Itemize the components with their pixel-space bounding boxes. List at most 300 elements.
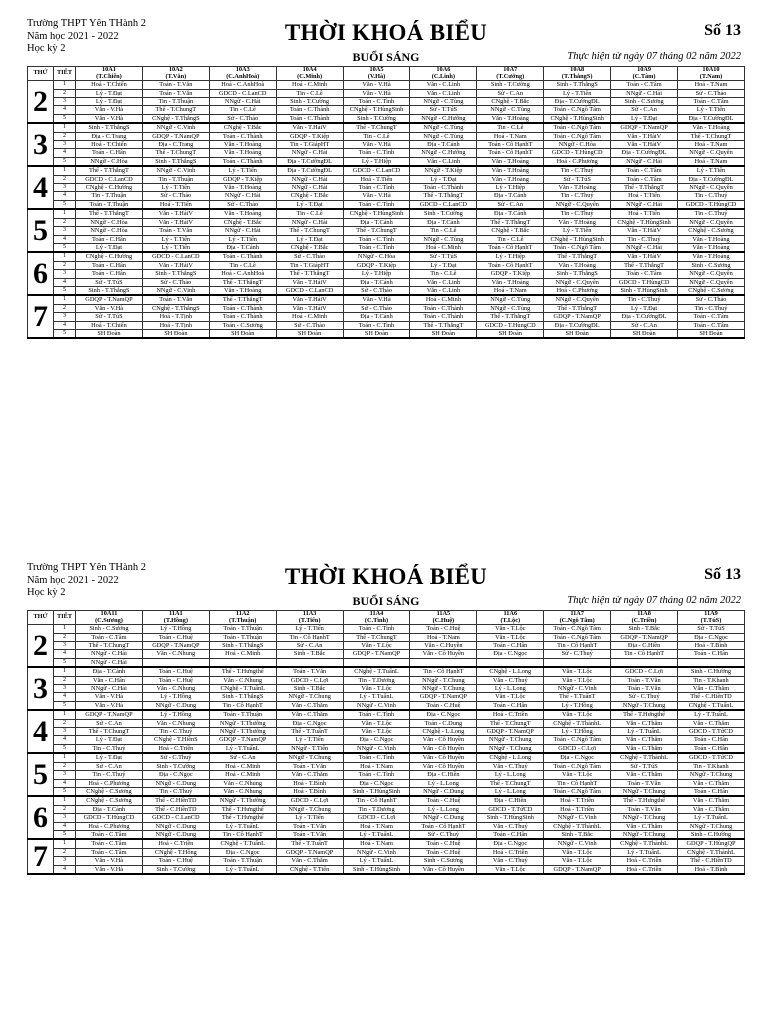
lesson-cell: Thể - T.ChungT xyxy=(76,728,143,736)
lesson-cell: Lý - T.Hồng xyxy=(142,710,209,719)
lesson-cell: Tin - C.Thuý xyxy=(142,728,209,736)
lesson-cell: Sinh - C.Sương xyxy=(611,98,678,106)
lesson-cell: Tin - C.Thuý xyxy=(611,295,678,304)
period-number: 3 xyxy=(54,685,76,693)
lesson-cell: Toán - C.Ngô Tâm xyxy=(544,736,611,744)
lesson-cell: NNgữ - T.Thường xyxy=(209,796,276,805)
lesson-cell: CNghệ - T.Tiến xyxy=(276,865,343,874)
lesson-cell: NNgữ - C.Quyên xyxy=(678,184,745,192)
lesson-cell: Toán - C.Tình xyxy=(343,235,410,243)
period-number: 3 xyxy=(54,642,76,650)
lesson-cell: Tin - Cô HạnhT xyxy=(276,633,343,641)
lesson-cell: Thể - T.ChungT xyxy=(477,779,544,787)
lesson-cell: Thể - T.ThắngT xyxy=(544,304,611,312)
class-name: 11A9 xyxy=(704,610,718,617)
class-teacher: (C.Minh) xyxy=(297,72,323,80)
lesson-cell: Toán - C.Tâm xyxy=(611,81,678,89)
lesson-cell: Văn - C.Linh xyxy=(410,286,477,295)
lesson-cell: Sử - C.An xyxy=(477,89,544,97)
lesson-cell: Sinh - T.HùngSinh xyxy=(343,787,410,796)
lesson-cell: CNghệ - T.TuấnL xyxy=(343,667,410,676)
lesson-cell: Lý - T.Đạt xyxy=(611,114,678,123)
lesson-cell: Sinh - T.Bắc xyxy=(276,650,343,658)
lesson-cell: Tin - C.Lê xyxy=(477,235,544,243)
lesson-cell: Địa - T.Cảnh xyxy=(76,667,143,676)
lesson-cell: Văn - C.Thăm xyxy=(678,719,745,727)
lesson-cell: Văn - T.Hoàng xyxy=(678,235,745,243)
lesson-cell xyxy=(343,658,410,667)
lesson-cell: Hoá - T.Bình xyxy=(678,865,745,874)
effective-date: Thực hiện từ ngày 07 tháng 02 năm 2022 xyxy=(567,595,741,606)
lesson-cell: NNgữ - C.Hải xyxy=(611,200,678,209)
lesson-cell: Lý - T.Đạt xyxy=(611,304,678,312)
period-number: 1 xyxy=(54,839,76,848)
table-row xyxy=(28,822,745,830)
lesson-cell: Toán - C.Hân xyxy=(76,261,143,269)
lesson-cell: Địa - C.Hiền xyxy=(477,796,544,805)
period-number: 3 xyxy=(54,227,76,235)
lesson-cell: Địa - C.Ngọc xyxy=(477,650,544,658)
lesson-cell: Hoá - T.Nam xyxy=(343,762,410,770)
lesson-cell: Thể - T.ThắngT xyxy=(410,321,477,329)
period-number: 2 xyxy=(54,132,76,140)
lesson-cell: Văn - V.Hà xyxy=(343,192,410,200)
lesson-cell: NNgữ - C.Vinh xyxy=(142,123,209,132)
lesson-cell: CNghệ - C.Hường xyxy=(76,184,143,192)
lesson-cell: GDQP - T.NamQP xyxy=(410,693,477,701)
class-header xyxy=(142,611,209,625)
table-row xyxy=(28,693,745,701)
period-number: 4 xyxy=(54,235,76,243)
lesson-cell: NNgữ - T.Chung xyxy=(477,736,544,744)
lesson-cell: Tin - C.Lê xyxy=(410,227,477,235)
lesson-cell: Sinh - T.Cường xyxy=(477,81,544,89)
lesson-cell: GDQP - T.NamQP xyxy=(276,848,343,856)
lesson-cell: Tin - Cô HạnhT xyxy=(611,650,678,658)
lesson-cell: Sử - T.TúS xyxy=(611,762,678,770)
period-number: 1 xyxy=(54,667,76,676)
semester: Học kỳ 2 xyxy=(27,43,66,54)
lesson-cell: Hoá - C.Triền xyxy=(611,857,678,865)
lesson-cell: Tin - C.Lê xyxy=(343,132,410,140)
document-number: Số 13 xyxy=(704,566,741,583)
period-number: 1 xyxy=(54,123,76,132)
lesson-cell: Toán - C.Thành xyxy=(209,252,276,261)
lesson-cell: Hoá - T.Tiến xyxy=(343,175,410,183)
lesson-cell: Văn - C.Thuý xyxy=(477,857,544,865)
period-number: 2 xyxy=(54,261,76,269)
lesson-cell: Toán - T.Văn xyxy=(611,805,678,813)
period-number: 3 xyxy=(54,141,76,149)
period-number: 4 xyxy=(54,149,76,157)
day-label: 4 xyxy=(28,710,54,753)
table-row xyxy=(28,787,745,796)
lesson-cell: NNgữ - C.Hường xyxy=(410,149,477,157)
period-number: 5 xyxy=(54,658,76,667)
lesson-cell: Lý - T.Đạt xyxy=(76,243,143,252)
table-row xyxy=(28,814,745,822)
lesson-cell: Lý - T.Đạt xyxy=(76,736,143,744)
lesson-cell: NNgữ - C.Quyên xyxy=(678,278,745,286)
class-teacher: (V.Hà) xyxy=(367,72,386,80)
lesson-cell: Thể - T.ThắngT xyxy=(209,278,276,286)
lesson-cell: Lý - T.TuấnL xyxy=(611,848,678,856)
class-header xyxy=(276,611,343,625)
lesson-cell: Văn - T.HảiV xyxy=(276,295,343,304)
lesson-cell: Tin - T.Thuận xyxy=(76,192,143,200)
table-row xyxy=(28,278,745,286)
lesson-cell: Toán - C.Ngô Tâm xyxy=(544,633,611,641)
table-row xyxy=(28,235,745,243)
table-row xyxy=(28,157,745,166)
lesson-cell: Toán - C.Hân xyxy=(678,787,745,796)
lesson-cell: SH Đoàn xyxy=(76,329,143,338)
lesson-cell: Văn - T.Lộc xyxy=(343,728,410,736)
class-header xyxy=(76,67,143,81)
table-row xyxy=(28,736,745,744)
lesson-cell: Địa - T.CườngĐL xyxy=(678,114,745,123)
lesson-cell: CNghệ - T.Bắc xyxy=(477,227,544,235)
period-number: 2 xyxy=(54,719,76,727)
class-teacher: (T.Cường) xyxy=(496,72,525,80)
table-row xyxy=(28,658,745,667)
lesson-cell: NNgữ - C.Vinh xyxy=(142,166,209,175)
lesson-cell: Tin - C.Thuý xyxy=(544,192,611,200)
lesson-cell: NNgữ - C.Hải xyxy=(276,149,343,157)
lesson-cell: Lý - T.TuấnL xyxy=(209,744,276,753)
table-row xyxy=(28,830,745,839)
school-name: Trường THPT Yên THành 2 xyxy=(27,562,146,573)
class-name: 10A11 xyxy=(100,610,118,617)
lesson-cell: Thể - C.HiềnTD xyxy=(678,693,745,701)
period-number: 4 xyxy=(54,822,76,830)
period-number: 3 xyxy=(54,728,76,736)
class-teacher: (C.Tâm) xyxy=(632,72,656,80)
lesson-cell: Văn - V.Hà xyxy=(76,693,143,701)
lesson-cell: CNghệ - T.Bắc xyxy=(276,192,343,200)
lesson-cell: Văn - C.Nhung xyxy=(142,650,209,658)
lesson-cell: SH Đoàn xyxy=(276,329,343,338)
lesson-cell: Văn - T.Hoàng xyxy=(477,175,544,183)
lesson-cell: Lý - T.Hồng xyxy=(142,625,209,633)
lesson-cell: Toán - C.Ngô Tâm xyxy=(544,625,611,633)
lesson-cell: Toán - Cô HạnhT xyxy=(477,243,544,252)
lesson-cell: SH Đoàn xyxy=(209,329,276,338)
lesson-cell: Thể - T.ThắngT xyxy=(544,252,611,261)
lesson-cell: Văn - C.Thăm xyxy=(611,822,678,830)
lesson-cell: Văn - T.Lộc xyxy=(544,848,611,856)
lesson-cell: Lý - T.Hiệp xyxy=(343,157,410,166)
lesson-cell: Lý - L.Long xyxy=(410,805,477,813)
class-header xyxy=(477,67,544,81)
lesson-cell: GDCD - T.HùngCD xyxy=(477,321,544,329)
lesson-cell: Sử - C.An xyxy=(611,106,678,114)
period-number: 4 xyxy=(54,650,76,658)
lesson-cell: Sinh - T.Cường xyxy=(410,209,477,218)
day-label: 3 xyxy=(28,667,54,710)
lesson-cell: Văn - C.Thăm xyxy=(276,857,343,865)
lesson-cell: Địa - C.Trang xyxy=(142,141,209,149)
lesson-cell: Toán - C.Huệ xyxy=(142,676,209,684)
class-header xyxy=(343,611,410,625)
lesson-cell: Hoá - T.Chiến xyxy=(76,321,143,329)
lesson-cell: Toán - T.Thuận xyxy=(209,625,276,633)
lesson-cell: NNgữ - C.Quyên xyxy=(678,218,745,226)
lesson-cell: Sinh - T.ThắngS xyxy=(142,157,209,166)
lesson-cell: Văn - C.Thăm xyxy=(611,744,678,753)
period-number: 3 xyxy=(54,98,76,106)
lesson-cell: Địa - C.Ngọc xyxy=(209,848,276,856)
lesson-cell: NNgữ - T.Chung xyxy=(678,822,745,830)
lesson-cell xyxy=(142,658,209,667)
lesson-cell: Tin - Cô HạnhT xyxy=(410,667,477,676)
class-header xyxy=(343,67,410,81)
lesson-cell: Toán - C.Tâm xyxy=(611,270,678,278)
class-header xyxy=(544,611,611,625)
lesson-cell: Văn - T.HảiV xyxy=(276,123,343,132)
period-number: 5 xyxy=(54,744,76,753)
lesson-cell: Lý - L.Long xyxy=(477,685,544,693)
lesson-cell: Toán - C.Hân xyxy=(477,701,544,710)
class-teacher: (C.Ngô Tâm) xyxy=(559,616,595,624)
lesson-cell: NNgữ - C.Vinh xyxy=(343,744,410,753)
lesson-cell: Văn - C.Linh xyxy=(410,278,477,286)
lesson-cell: NNgữ - C.Hải xyxy=(76,658,143,667)
day-label: 5 xyxy=(28,209,54,252)
lesson-cell: Văn - Cô Huyền xyxy=(410,865,477,874)
lesson-cell: Tin - C.Thuý xyxy=(678,304,745,312)
class-name: 11A5 xyxy=(436,610,451,617)
period-number: 4 xyxy=(54,736,76,744)
lesson-cell: NNgữ - T.Kiệp xyxy=(410,166,477,175)
class-name: 10A7 xyxy=(503,66,518,73)
lesson-cell: Lý - T.Tiến xyxy=(142,235,209,243)
lesson-cell: Thể - C.HiềnTD xyxy=(142,796,209,805)
lesson-cell: NNgữ - C.Quyên xyxy=(544,278,611,286)
class-teacher: (C.Sương) xyxy=(95,616,123,624)
lesson-cell: GDQP - T.NamQP xyxy=(611,633,678,641)
lesson-cell: Sinh - T.HùngSinh xyxy=(477,814,544,822)
lesson-cell: CNghệ - T.Bắc xyxy=(209,123,276,132)
lesson-cell: Văn - T.Lộc xyxy=(544,771,611,779)
lesson-cell: Hoá - C.Minh xyxy=(209,771,276,779)
lesson-cell: NNgữ - T.Chung xyxy=(611,787,678,796)
lesson-cell: Lý - T.Tiến xyxy=(276,625,343,633)
class-header xyxy=(410,67,477,81)
period-number: 2 xyxy=(54,633,76,641)
lesson-cell: Lý - T.Hồng xyxy=(142,693,209,701)
lesson-cell: Toán - C.Tình xyxy=(343,771,410,779)
lesson-cell: CNghệ - C.Sương xyxy=(76,796,143,805)
lesson-cell: Toán - C.Ngô Tâm xyxy=(544,123,611,132)
lesson-cell: NNgữ - C.Hải xyxy=(76,685,143,693)
lesson-cell: GDQP - T.Kiệp xyxy=(477,270,544,278)
lesson-cell: Hoá - T.Bình xyxy=(276,787,343,796)
lesson-cell: Thể - T.Hưngthể xyxy=(209,814,276,822)
lesson-cell: Địa - C.Hiền xyxy=(611,642,678,650)
class-name: 10A1 xyxy=(101,66,116,73)
lesson-cell: Lý - T.Tiến xyxy=(276,814,343,822)
lesson-cell: Sinh - C.Hường xyxy=(678,830,745,839)
lesson-cell: CNghệ - T.Hồng xyxy=(142,848,209,856)
lesson-cell: SH Đoàn xyxy=(544,329,611,338)
lesson-cell: GDCD - T.HùngCD xyxy=(611,278,678,286)
lesson-cell: Sử - C.Thuý xyxy=(142,753,209,762)
lesson-cell: Văn - T.HảiV xyxy=(142,261,209,269)
lesson-cell: Lý - T.Đạt xyxy=(276,200,343,209)
table-row xyxy=(28,796,745,805)
lesson-cell: Địa - T.CườngĐL xyxy=(611,313,678,321)
lesson-cell: Toán - C.Tâm xyxy=(611,166,678,175)
table-row xyxy=(28,227,745,235)
lesson-cell: CNghệ - T.Bắc xyxy=(477,98,544,106)
lesson-cell: Địa - T.Cảnh xyxy=(343,313,410,321)
lesson-cell: Sinh - C.Hường xyxy=(678,667,745,676)
lesson-cell: GDCD - C.Lợi xyxy=(276,796,343,805)
lesson-cell: NNgữ - T.Chung xyxy=(477,744,544,753)
lesson-cell xyxy=(544,658,611,667)
lesson-cell: Thể - T.ChungT xyxy=(276,227,343,235)
period-number: 5 xyxy=(54,157,76,166)
lesson-cell: Toán - C.Huệ xyxy=(410,625,477,633)
lesson-cell: Hoá - C.Minh xyxy=(276,81,343,89)
table-row xyxy=(28,192,745,200)
lesson-cell: Hoá - C.Minh xyxy=(209,650,276,658)
lesson-cell: NNgữ - T.Thường xyxy=(209,719,276,727)
lesson-cell: Địa - T.Cảnh xyxy=(477,209,544,218)
lesson-cell: Toán - C.Huệ xyxy=(142,857,209,865)
table-row xyxy=(28,184,745,192)
col-header-day: THỨ xyxy=(28,611,54,625)
lesson-cell: Sinh - T.Cường xyxy=(343,114,410,123)
period-number: 1 xyxy=(54,81,76,89)
lesson-cell: NNgữ - T.Chung xyxy=(276,753,343,762)
table-row xyxy=(28,175,745,183)
lesson-cell: GDCD - C.LanCD xyxy=(410,200,477,209)
table-row xyxy=(28,633,745,641)
table-row xyxy=(28,218,745,226)
day-label: 2 xyxy=(28,81,54,124)
lesson-cell: NNgữ - C.Vinh xyxy=(343,848,410,856)
lesson-cell: Toán - C.Thành xyxy=(209,313,276,321)
table-row xyxy=(28,106,745,114)
lesson-cell: Thể - C.HiềnTD xyxy=(142,805,209,813)
lesson-cell: Toán - C.Tình xyxy=(343,243,410,252)
lesson-cell xyxy=(209,658,276,667)
table-row xyxy=(28,149,745,157)
table-row xyxy=(28,848,745,856)
lesson-cell: Toán - C.Tình xyxy=(343,149,410,157)
lesson-cell: Văn - V.Hà xyxy=(76,304,143,312)
lesson-cell: GDQP - T.NamQP xyxy=(544,313,611,321)
class-header xyxy=(611,611,678,625)
lesson-cell: Văn - T.Hoàng xyxy=(678,252,745,261)
lesson-cell: Lý - T.TuấnL xyxy=(678,710,745,719)
lesson-cell: Hoá - C.Phương xyxy=(76,822,143,830)
lesson-cell: NNgữ - C.Vinh xyxy=(544,814,611,822)
lesson-cell: Sinh - T.ThắngS xyxy=(544,270,611,278)
timetable-sheet-2 xyxy=(27,562,745,873)
lesson-cell: NNgữ - C.Hòa xyxy=(544,141,611,149)
lesson-cell: Văn - T.Hoàng xyxy=(544,184,611,192)
lesson-cell: Văn - T.Hoàng xyxy=(678,123,745,132)
lesson-cell: GDQP - T.Kiệp xyxy=(343,261,410,269)
lesson-cell: Địa - T.Cảnh xyxy=(343,218,410,226)
lesson-cell: Toán - C.Tình xyxy=(343,625,410,633)
lesson-cell: Thể - T.ThắngT xyxy=(410,192,477,200)
lesson-cell: Tin - C.Thuý xyxy=(678,209,745,218)
table-row xyxy=(28,304,745,312)
lesson-cell: Tin - C.Thuý xyxy=(611,235,678,243)
lesson-cell: Toán - Cô HạnhT xyxy=(477,261,544,269)
lesson-cell: Văn - T.Hoàng xyxy=(678,243,745,252)
lesson-cell: Sử - C.Thảo xyxy=(343,286,410,295)
lesson-cell: Toán - C.Ngô Tâm xyxy=(544,132,611,140)
lesson-cell: Lý - T.Tiến xyxy=(142,243,209,252)
lesson-cell: GDCD - T.TứCD xyxy=(678,728,745,736)
lesson-cell: CNghệ - T.HùngSinh xyxy=(343,209,410,218)
lesson-cell: Văn - C.Nhung xyxy=(142,719,209,727)
lesson-cell: NNgữ - C.Hòa xyxy=(343,252,410,261)
lesson-cell: Văn - C.Thăm xyxy=(611,771,678,779)
lesson-cell: Sử - T.TúS xyxy=(410,252,477,261)
lesson-cell: Sử - C.Thảo xyxy=(276,321,343,329)
lesson-cell: Văn - T.HảiV xyxy=(142,218,209,226)
lesson-cell: Hoá - T.Tiến xyxy=(611,209,678,218)
lesson-cell: NNgữ - C.Hải xyxy=(209,98,276,106)
lesson-cell: Sinh - T.ThắngS xyxy=(76,286,143,295)
period-number: 5 xyxy=(54,329,76,338)
period-number: 1 xyxy=(54,753,76,762)
lesson-cell: Toán - T.Thuận xyxy=(209,857,276,865)
day-label: 7 xyxy=(28,839,54,874)
lesson-cell: Toán - C.Tâm xyxy=(76,633,143,641)
lesson-cell: Toán - T.Văn xyxy=(276,762,343,770)
lesson-cell: GDCD - C.LanCD xyxy=(343,166,410,175)
period-number: 2 xyxy=(54,848,76,856)
class-teacher: (T.Lộc) xyxy=(500,616,521,624)
timetable xyxy=(27,610,745,875)
lesson-cell: Văn - T.Lộc xyxy=(343,719,410,727)
lesson-cell: SH Đoàn xyxy=(678,329,745,338)
lesson-cell: GDCD - C.Lợi xyxy=(343,814,410,822)
lesson-cell: Hoá - T.Triền xyxy=(544,805,611,813)
lesson-cell: Sử - C.Thảo xyxy=(276,252,343,261)
lesson-cell: NNgữ - C.Hòa xyxy=(76,227,143,235)
lesson-cell: Hoá - C.Triền xyxy=(142,839,209,848)
lesson-cell: CNghệ - C.Sương xyxy=(678,227,745,235)
effective-date: Thực hiện từ ngày 07 tháng 02 năm 2022 xyxy=(567,51,741,62)
lesson-cell: Tin - T.GiápHT xyxy=(276,141,343,149)
lesson-cell: Sử - C.An xyxy=(611,321,678,329)
lesson-cell: CNghệ - T.ThànhL xyxy=(544,719,611,727)
lesson-cell: Tin - T.Thuận xyxy=(142,175,209,183)
class-header xyxy=(611,67,678,81)
lesson-cell: Tin - C.Thuý xyxy=(678,192,745,200)
lesson-cell: Lý - T.Hiệp xyxy=(477,252,544,261)
lesson-cell: Toán - T.Văn xyxy=(611,779,678,787)
table-row xyxy=(28,710,745,719)
lesson-cell: Địa - T.CườngĐL xyxy=(678,175,745,183)
lesson-cell: Lý - T.Đạt xyxy=(76,89,143,97)
lesson-cell: Lý - T.Đạt xyxy=(276,235,343,243)
lesson-cell: Thể - T.ThắngT xyxy=(276,270,343,278)
lesson-cell: Sử - T.TúS xyxy=(678,625,745,633)
period-number: 4 xyxy=(54,865,76,874)
lesson-cell: Văn - Cô Huyền xyxy=(410,736,477,744)
lesson-cell: Toán - T.Thuận xyxy=(76,200,143,209)
lesson-cell: Hoá - C.Phương xyxy=(544,157,611,166)
